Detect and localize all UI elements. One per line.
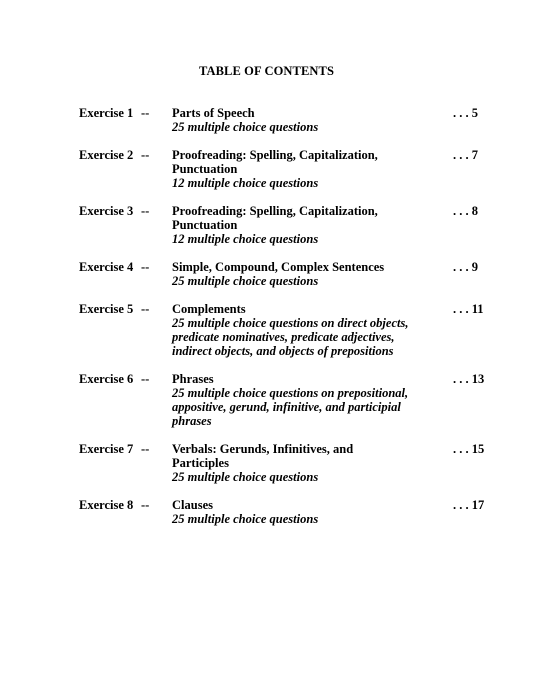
entry-description: [172, 204, 412, 246]
page-number: . . . 5: [453, 106, 478, 120]
exercise-label: Exercise 4: [79, 260, 134, 274]
exercise-label: Exercise 8: [79, 498, 134, 512]
separator-dash: --: [141, 106, 150, 120]
entry-description: [172, 148, 412, 190]
separator-dash: --: [141, 498, 150, 512]
page-number: . . . 13: [453, 372, 485, 386]
entry-title-line: Participles: [172, 456, 229, 470]
separator-dash: --: [141, 302, 150, 316]
separator-dash: --: [141, 260, 150, 274]
entry-description: [172, 498, 412, 526]
separator-dash: --: [141, 204, 150, 218]
exercise-label: Exercise 6: [79, 372, 134, 386]
entry-subtitle-line: indirect objects, and objects of prepositions: [172, 344, 394, 358]
entry-subtitle-line: 25 multiple choice questions on prepositional,: [172, 386, 409, 400]
page-number: . . . 15: [453, 442, 485, 456]
entry-subtitle-line: appositive, gerund, infinitive, and participial: [172, 400, 401, 414]
page-number: . . . 11: [453, 302, 484, 316]
entry-title-line: Complements: [172, 302, 246, 316]
entry-title-line: Verbals: Gerunds, Infinitives, and: [172, 442, 354, 456]
entry-description: [172, 106, 412, 134]
page-title: TABLE OF CONTENTS: [198, 64, 335, 78]
separator-dash: --: [141, 442, 150, 456]
entry-subtitle-line: 25 multiple choice questions: [172, 274, 319, 288]
entry-title-line: Proofreading: Spelling, Capitalization,: [172, 148, 378, 162]
exercise-label: Exercise 3: [79, 204, 134, 218]
entry-title-line: Clauses: [172, 498, 213, 512]
entry-subtitle-line: 12 multiple choice questions: [172, 176, 319, 190]
page-number: . . . 8: [453, 204, 478, 218]
entry-title-line: Phrases: [172, 372, 214, 386]
entry-subtitle-line: 25 multiple choice questions on direct objects,: [172, 316, 409, 330]
page-number: . . . 7: [453, 148, 478, 162]
entry-description: [172, 442, 412, 484]
separator-dash: --: [141, 148, 150, 162]
entry-subtitle-line: predicate nominatives, predicate adjectives,: [172, 330, 395, 344]
entry-subtitle-line: 25 multiple choice questions: [172, 512, 319, 526]
entry-title-line: Punctuation: [172, 218, 238, 232]
entry-subtitle-line: 25 multiple choice questions: [172, 120, 319, 134]
entry-title-line: Parts of Speech: [172, 106, 255, 120]
entry-title-line: Proofreading: Spelling, Capitalization,: [172, 204, 378, 218]
exercise-label: Exercise 7: [79, 442, 134, 456]
entry-title-line: Punctuation: [172, 162, 238, 176]
exercise-label: Exercise 2: [79, 148, 134, 162]
entry-description: [172, 302, 412, 358]
entry-subtitle-line: 25 multiple choice questions: [172, 470, 319, 484]
entry-subtitle-line: 12 multiple choice questions: [172, 232, 319, 246]
entry-description: [172, 372, 412, 428]
entry-title-line: Simple, Compound, Complex Sentences: [172, 260, 385, 274]
separator-dash: --: [141, 372, 150, 386]
entry-subtitle-line: phrases: [172, 414, 212, 428]
entry-description: [172, 260, 412, 288]
page-number: . . . 17: [453, 498, 485, 512]
exercise-label: Exercise 1: [79, 106, 134, 120]
exercise-label: Exercise 5: [79, 302, 134, 316]
page-number: . . . 9: [453, 260, 478, 274]
